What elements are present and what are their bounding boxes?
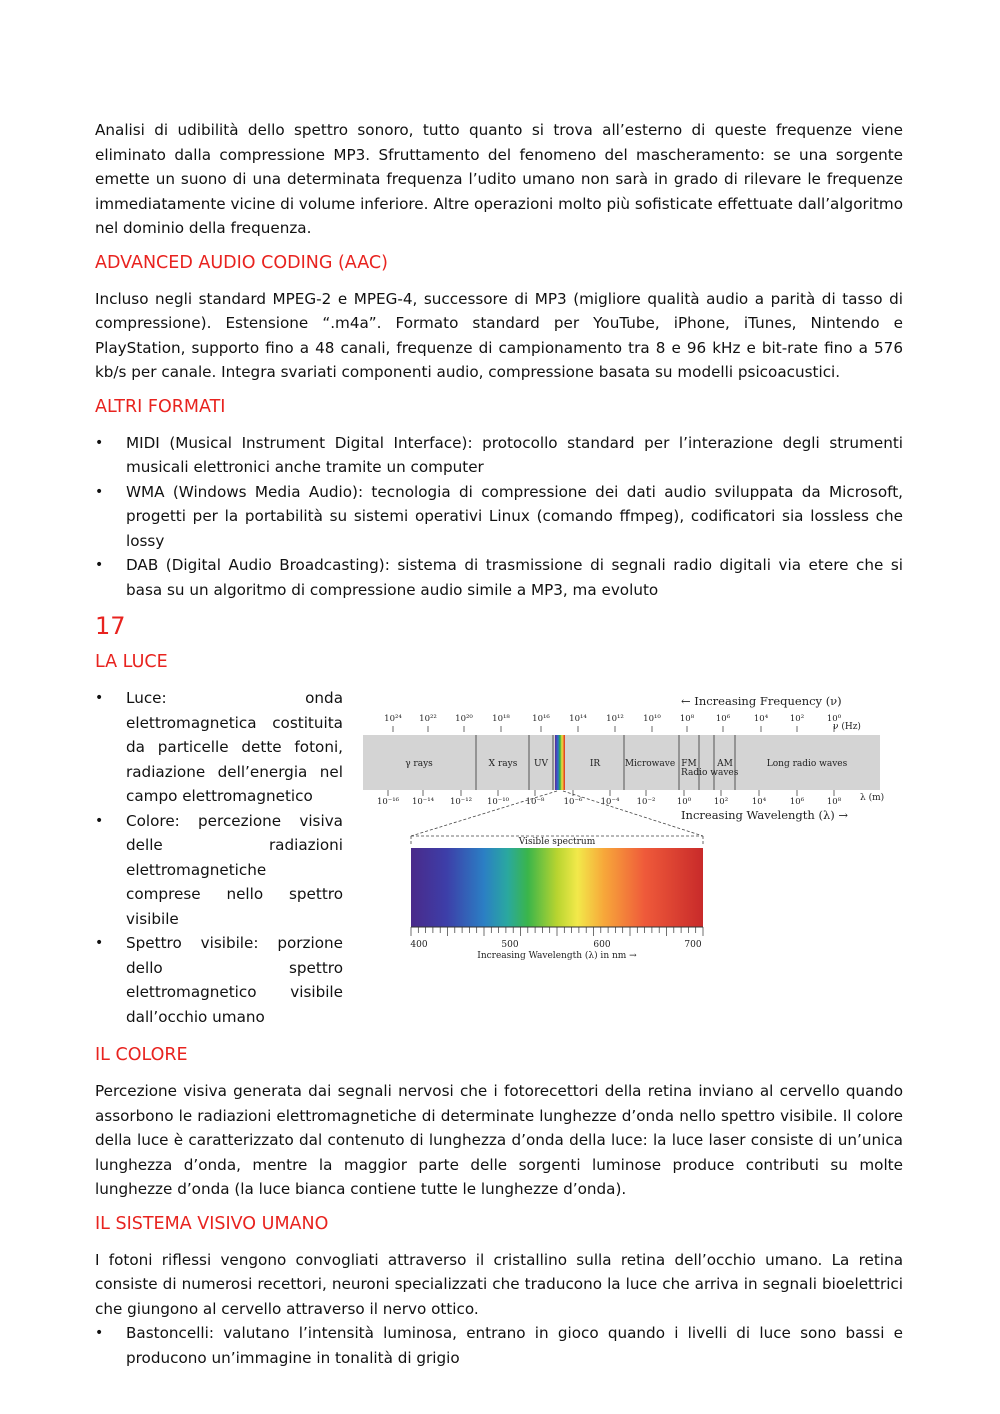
list-item: • Colore: percezione visiva delle radiazioni elettromagnetiche comprese nello spettro visibile <box>95 809 343 932</box>
visible-spectrum-title: Visible spectrum <box>518 837 596 847</box>
visible-slice <box>555 735 565 790</box>
wavelength-tick-label: 10⁻² <box>636 797 656 807</box>
paragraph-colore: Percezione visiva generata dai segnali nervosi che i fotorecettori della retina inviano al cervello quando assorbono le radiazioni elettromagnetiche di determinate lunghezze d’onda nello spettro visibile. Il colore della luce è caratterizzato dal contenuto di lunghezza d’onda della luce: la luce laser consiste di un’unica lunghezza d’onda, mentre la maggior parte delle sorgenti luminose produce contributi su molte lunghezze d’onda (la luce bianca contiene tutte le lunghezze d’onda). <box>95 1082 903 1198</box>
band-label: X rays <box>488 759 518 769</box>
bullet-icon: • <box>95 1325 104 1341</box>
frequency-tick-label: 10¹² <box>606 714 624 724</box>
paragraph-sistema-visivo: I fotoni riflessi vengono convogliati attraverso il cristallino sulla retina dell’occhio umano. La retina consiste di numerosi recettori, neuroni specializzati che traducono la luce che arriva in segnali bioelettrici che giungono al cervello attraverso il nervo ottico. <box>95 1250 903 1318</box>
paragraph-mp3-analysis: Analisi di udibilità dello spettro sonoro, tutto quanto si trova all’esterno di queste frequenze viene eliminato dalla compressione MP3. Sfruttamento del fenomeno del mascheramento: se una sorgente emette un suono di una determinata frequenza l’udito umano non sarà in grado di rilevare le frequenze immediatamente vicine di volume inferiore. Altre operazioni molto più sofisticate effettuate dall’algoritmo nel dominio della frequenza. <box>95 121 903 237</box>
chapter-number: 17 <box>95 612 126 640</box>
list-item: • Spettro visibile: porzione dello spettro elettromagnetico visibile dall’occhio umano <box>95 931 343 1029</box>
wavelength-tick-label: 10⁻⁸ <box>525 797 545 807</box>
wavelength-tick-label: 10⁶ <box>789 797 805 807</box>
wavelength-tick-label: 10⁻¹⁶ <box>376 797 400 807</box>
document-page <box>95 118 903 1376</box>
band-label: FM <box>681 759 697 769</box>
heading-la-luce: LA LUCE <box>95 652 168 672</box>
wavelength-tick-label: 10⁻⁶ <box>563 797 583 807</box>
wavelength-unit: λ (m) <box>860 793 885 803</box>
frequency-tick-label: 10⁶ <box>715 714 731 724</box>
list-item: • WMA (Windows Media Audio): tecnologia di compressione dei dati audio sviluppata da Microsoft, progetti per la portabilità su sistemi operativi Linux (comando ffmpeg), codificatori sia lossless che lossy <box>95 480 903 554</box>
radio-waves-label: Radio waves <box>681 768 739 778</box>
wavelength-tick-labels <box>377 790 842 807</box>
heading-altri-formati: ALTRI FORMATI <box>95 396 226 417</box>
bullet-icon: • <box>95 483 104 500</box>
bullet-icon: • <box>95 434 104 451</box>
band-label: UV <box>533 759 549 769</box>
spectrum-diagram <box>363 686 903 976</box>
list-luce <box>95 686 343 1029</box>
wavelength-tick-label: 10⁻¹² <box>449 797 473 807</box>
visible-tick-label: 500 <box>501 940 519 950</box>
frequency-tick-label: 10⁰ <box>826 714 842 724</box>
list-item: • Bastoncelli: valutano l’intensità luminosa, entrano in gioco quando i livelli di luce sono bassi e producono un’immagine in tonalità di grigio <box>95 1321 903 1370</box>
luce-section <box>95 686 903 1035</box>
wavelength-axis-title: Increasing Wavelength (λ) → <box>681 808 849 822</box>
luce-text-column <box>95 686 343 1035</box>
frequency-unit: ν (Hz) <box>833 722 861 732</box>
visible-tick-labels <box>410 940 701 950</box>
bullet-icon: • <box>95 557 104 573</box>
list-item: • Luce: onda elettromagnetica costituita da particelle dette fotoni, radiazione dell’energia nel campo elettromagnetico <box>95 686 343 809</box>
heading-aac: ADVANCED AUDIO CODING (AAC) <box>95 252 388 273</box>
band-label: γ rays <box>405 759 433 769</box>
visible-spectrum-bar <box>411 848 703 927</box>
list-altri-formati <box>95 431 903 603</box>
heading-sistema-visivo: IL SISTEMA VISIVO UMANO <box>95 1213 329 1234</box>
band-label: Microwave <box>624 759 676 769</box>
band-label: AM <box>717 759 733 769</box>
visible-tick-label: 600 <box>593 940 611 950</box>
wavelength-tick-label: 10⁻¹⁰ <box>486 797 510 807</box>
visible-tick-label: 400 <box>410 940 428 950</box>
frequency-tick-label: 10²⁴ <box>384 714 402 724</box>
bullet-icon: • <box>95 690 104 706</box>
frequency-tick-label: 10²⁰ <box>455 714 473 724</box>
frequency-tick-label: 10²² <box>419 714 437 724</box>
list-sistema-visivo <box>95 1321 903 1370</box>
wavelength-tick-label: 10⁻¹⁴ <box>411 797 435 807</box>
band-label: Long radio waves <box>766 759 848 769</box>
list-item: • DAB (Digital Audio Broadcasting): sistema di trasmissione di segnali radio digitali via etere che si basa su un algoritmo di compressione audio simile a MP3, ma evoluto <box>95 553 903 602</box>
wavelength-tick-label: 10⁸ <box>826 797 842 807</box>
band-label: IR <box>589 759 601 769</box>
list-item: • MIDI (Musical Instrument Digital Interface): protocollo standard per l’interazione degli strumenti musicali elettronici anche tramite un computer <box>95 431 903 480</box>
wavelength-tick-label: 10² <box>713 797 729 807</box>
visible-axis-title: Increasing Wavelength (λ) in nm → <box>477 951 637 961</box>
frequency-axis-title: ← Increasing Frequency (ν) <box>681 694 842 708</box>
wavelength-tick-label: 10⁴ <box>751 797 767 807</box>
frequency-tick-label: 10¹⁸ <box>492 714 510 724</box>
frequency-tick-label: 10⁴ <box>753 714 769 724</box>
frequency-tick-label: 10¹⁶ <box>532 714 550 724</box>
visible-tick-label: 700 <box>684 940 702 950</box>
frequency-tick-label: 10² <box>789 714 805 724</box>
bullet-icon: • <box>95 935 104 951</box>
frequency-tick-label: 10⁸ <box>679 714 695 724</box>
frequency-tick-labels <box>384 714 842 732</box>
visible-ruler <box>411 927 703 936</box>
bullet-icon: • <box>95 812 104 829</box>
heading-il-colore: IL COLORE <box>95 1045 188 1065</box>
frequency-tick-label: 10¹⁰ <box>643 714 661 724</box>
paragraph-aac: Incluso negli standard MPEG-2 e MPEG-4, successore di MP3 (migliore qualità audio a parità di tasso di compressione). Estensione “.m4a”. Formato standard per YouTube, iPhone, iTunes, Nintendo e PlayStation, supporto fino a 48 canali, frequenze di campionamento tra 8 e 96 kHz e bit-rate fino a 576 kb/s per canale. Integra svariati componenti audio, compressione basata su modelli psicoacustici. <box>95 289 903 381</box>
electromagnetic-spectrum-figure <box>363 686 903 1035</box>
wavelength-tick-label: 10⁻⁴ <box>600 797 620 807</box>
wavelength-tick-label: 10⁰ <box>676 797 692 807</box>
frequency-tick-label: 10¹⁴ <box>569 714 587 724</box>
